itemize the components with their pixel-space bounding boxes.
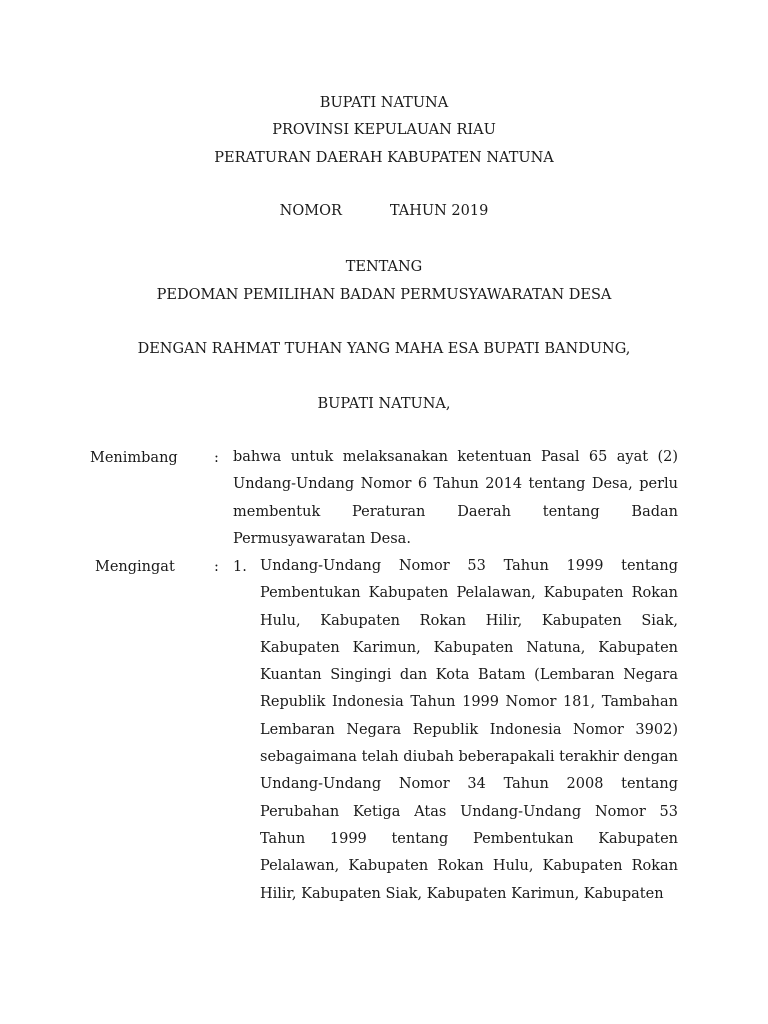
header-province: PROVINSI KEPULAUAN RIAU [272,122,496,138]
mengingat-colon: : [214,559,219,575]
bupati-statement: BUPATI NATUNA, [317,396,451,412]
nomor-label: NOMOR [279,203,342,219]
menimbang-colon: : [214,450,219,466]
regulation-number [0,201,768,221]
regulation-title: PEDOMAN PEMILIHAN BADAN PERMUSYAWARATAN DESA [156,287,612,303]
menimbang-text: bahwa untuk melaksanakan ketentuan Pasal 65 ayat (2) Undang-Undang Nomor 6 Tahun 2014 tentang Desa, perlu membentuk Peraturan Daerah tentang Badan Permusyawaratan Desa. [233,449,678,547]
mengingat-label: Mengingat [95,559,175,575]
menimbang-label: Menimbang [90,450,178,466]
mengingat-item-number: 1. [233,559,247,575]
mengingat-item-text: Undang-Undang Nomor 53 Tahun 1999 tentang Pembentukan Kabupaten Pelalawan, Kabupaten Rokan Hulu, Kabupaten Rokan Hilir, Kabupaten Siak, Kabupaten Karimun, Kabupaten Natuna, Kabupaten Kuantan Singingi dan Kota Batam (Lembaran Negara Republik Indonesia Tahun 1999 Nomor 181, Tambahan Lembaran Negara Republik Indonesia Nomor 3902) sebagaimana telah diubah beberapakali terakhir dengan Undang-Undang Nomor 34 Tahun 2008 tentang Perubahan Ketiga Atas Undang-Undang Nomor 53 Tahun 1999 tentang Pembentukan Kabupaten Pelalawan, Kabupaten Rokan Hulu, Kabupaten Rokan Hilir, Kabupaten Siak, Kabupaten Karimun, Kabupaten [260,558,678,902]
year-label: TAHUN 2019 [389,203,489,219]
rahmat-statement: DENGAN RAHMAT TUHAN YANG MAHA ESA BUPATI BANDUNG, [137,341,631,357]
header-regulation: PERATURAN DAERAH KABUPATEN NATUNA [214,150,554,166]
header-regent: BUPATI NATUNA [319,95,449,111]
tentang-heading: TENTANG [345,259,423,275]
